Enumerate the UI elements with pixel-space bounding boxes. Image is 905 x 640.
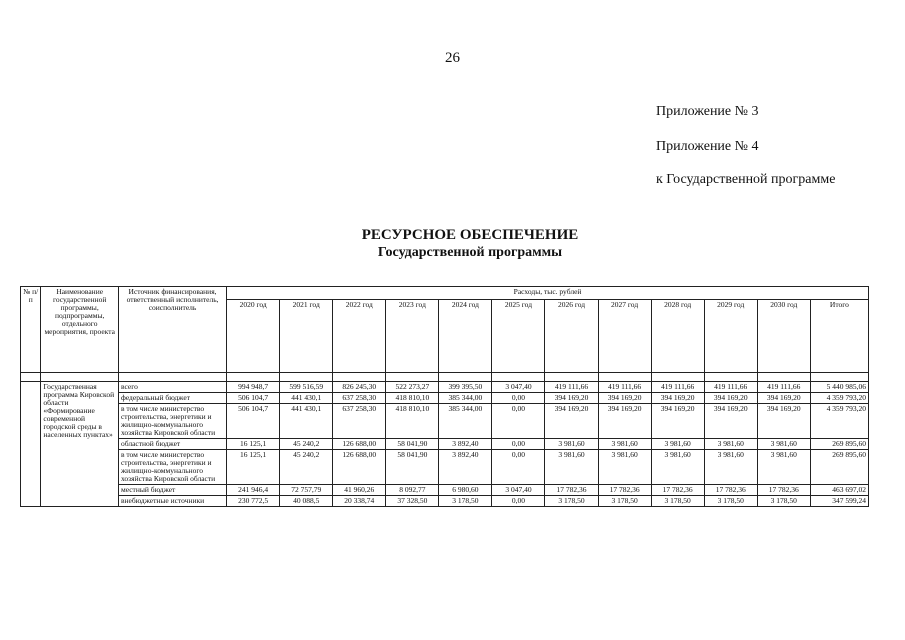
value-cell: 45 240,2 [280, 439, 333, 450]
value-cell: 3 981,60 [651, 439, 704, 450]
document-subtitle: Государственной программы [377, 245, 563, 260]
value-cell: 506 104,7 [227, 404, 280, 439]
total-cell: 463 697,02 [810, 485, 868, 496]
header-year: 2023 год [386, 300, 439, 373]
value-cell: 16 125,1 [227, 450, 280, 485]
value-cell: 3 981,60 [704, 439, 757, 450]
header-year: 2024 год [439, 300, 492, 373]
value-cell: 3 178,50 [439, 496, 492, 507]
header-num: № п/п [21, 287, 41, 373]
total-cell: 4 359 793,20 [810, 393, 868, 404]
value-cell: 394 169,20 [757, 393, 810, 404]
value-cell: 37 328,50 [386, 496, 439, 507]
value-cell: 3 047,40 [492, 382, 545, 393]
source-cell: федеральный бюджет [118, 393, 226, 404]
header-source: Источник финансирования, ответственный исполнитель, соисполнитель [118, 287, 226, 373]
source-cell: в том числе министерство строительства, энергетики и жилищно-коммунального хозяйства Кировской области [118, 404, 226, 439]
value-cell: 506 104,7 [227, 393, 280, 404]
spacer-cell [492, 373, 545, 382]
value-cell: 3 178,50 [651, 496, 704, 507]
value-cell: 418 810,10 [386, 393, 439, 404]
annex-line-program: к Государственной программе [656, 172, 836, 187]
value-cell: 3 981,60 [545, 450, 598, 485]
value-cell: 385 344,00 [439, 404, 492, 439]
value-cell: 17 782,36 [757, 485, 810, 496]
value-cell: 599 516,59 [280, 382, 333, 393]
spacer-cell [118, 373, 226, 382]
value-cell: 72 757,79 [280, 485, 333, 496]
value-cell: 3 178,50 [704, 496, 757, 507]
value-cell: 419 111,66 [704, 382, 757, 393]
table-row [21, 496, 869, 507]
value-cell: 3 892,40 [439, 439, 492, 450]
source-cell: местный бюджет [118, 485, 226, 496]
spacer-cell [704, 373, 757, 382]
header-year: 2030 год [757, 300, 810, 373]
value-cell: 826 245,30 [333, 382, 386, 393]
value-cell: 394 169,20 [598, 393, 651, 404]
header-expenses: Расходы, тыс. рублей [227, 287, 869, 300]
spacer-cell [598, 373, 651, 382]
value-cell: 3 178,50 [598, 496, 651, 507]
value-cell: 0,00 [492, 439, 545, 450]
value-cell: 16 125,1 [227, 439, 280, 450]
spacer-cell [21, 373, 41, 382]
page-number: 26 [445, 50, 460, 66]
spacer-cell [439, 373, 492, 382]
value-cell: 0,00 [492, 393, 545, 404]
value-cell: 3 981,60 [598, 450, 651, 485]
value-cell: 637 258,30 [333, 393, 386, 404]
value-cell: 3 981,60 [598, 439, 651, 450]
header-year: 2028 год [651, 300, 704, 373]
value-cell: 418 810,10 [386, 404, 439, 439]
value-cell: 3 981,60 [651, 450, 704, 485]
spacer-cell [545, 373, 598, 382]
spacer-cell [651, 373, 704, 382]
value-cell: 385 344,00 [439, 393, 492, 404]
header-name: Наименование государственной программы, подпрограммы, отдельного мероприятия, проекта [41, 287, 119, 373]
value-cell: 3 892,40 [439, 450, 492, 485]
value-cell: 230 772,5 [227, 496, 280, 507]
value-cell: 3 981,60 [757, 450, 810, 485]
resources-table [20, 286, 869, 507]
value-cell: 17 782,36 [651, 485, 704, 496]
total-cell: 269 895,60 [810, 439, 868, 450]
value-cell: 419 111,66 [598, 382, 651, 393]
value-cell: 126 688,00 [333, 450, 386, 485]
table-row [21, 439, 869, 450]
row-num-cell [21, 382, 41, 507]
value-cell: 41 960,26 [333, 485, 386, 496]
value-cell: 3 981,60 [757, 439, 810, 450]
header-year: 2021 год [280, 300, 333, 373]
value-cell: 0,00 [492, 496, 545, 507]
document-title: РЕСУРСНОЕ ОБЕСПЕЧЕНИЕ [361, 227, 579, 243]
value-cell: 58 041,90 [386, 439, 439, 450]
value-cell: 17 782,36 [598, 485, 651, 496]
value-cell: 637 258,30 [333, 404, 386, 439]
spacer-cell [757, 373, 810, 382]
value-cell: 394 169,20 [651, 404, 704, 439]
annex-line-3: Приложение № 3 [656, 104, 759, 119]
total-cell: 4 359 793,20 [810, 404, 868, 439]
value-cell: 0,00 [492, 404, 545, 439]
source-cell: областной бюджет [118, 439, 226, 450]
source-cell: всего [118, 382, 226, 393]
value-cell: 419 111,66 [545, 382, 598, 393]
header-year: 2020 год [227, 300, 280, 373]
source-cell: в том числе министерство строительства, энергетики и жилищно-коммунального хозяйства Кировской области [118, 450, 226, 485]
spacer-cell [810, 373, 868, 382]
value-cell: 17 782,36 [704, 485, 757, 496]
value-cell: 394 169,20 [704, 393, 757, 404]
table-row [21, 382, 869, 393]
total-cell: 269 895,60 [810, 450, 868, 485]
value-cell: 40 088,5 [280, 496, 333, 507]
header-year: 2027 год [598, 300, 651, 373]
value-cell: 522 273,27 [386, 382, 439, 393]
value-cell: 6 980,60 [439, 485, 492, 496]
table-row [21, 485, 869, 496]
annex-line-4: Приложение № 4 [656, 139, 759, 154]
spacer-cell [333, 373, 386, 382]
header-year: 2022 год [333, 300, 386, 373]
spacer-cell [41, 373, 119, 382]
table-row [21, 393, 869, 404]
value-cell: 58 041,90 [386, 450, 439, 485]
value-cell: 419 111,66 [757, 382, 810, 393]
table-row [21, 404, 869, 439]
table-row [21, 450, 869, 485]
value-cell: 3 178,50 [757, 496, 810, 507]
value-cell: 45 240,2 [280, 450, 333, 485]
header-year: 2029 год [704, 300, 757, 373]
value-cell: 399 395,50 [439, 382, 492, 393]
value-cell: 0,00 [492, 450, 545, 485]
source-cell: внебюджетные источники [118, 496, 226, 507]
value-cell: 3 178,50 [545, 496, 598, 507]
value-cell: 394 169,20 [598, 404, 651, 439]
value-cell: 394 169,20 [545, 404, 598, 439]
value-cell: 419 111,66 [651, 382, 704, 393]
value-cell: 17 782,36 [545, 485, 598, 496]
value-cell: 3 981,60 [545, 439, 598, 450]
value-cell: 8 092,77 [386, 485, 439, 496]
value-cell: 126 688,00 [333, 439, 386, 450]
total-cell: 5 440 985,06 [810, 382, 868, 393]
spacer-cell [280, 373, 333, 382]
value-cell: 20 338,74 [333, 496, 386, 507]
header-year: 2025 год [492, 300, 545, 373]
value-cell: 441 430,1 [280, 404, 333, 439]
value-cell: 394 169,20 [757, 404, 810, 439]
value-cell: 394 169,20 [651, 393, 704, 404]
value-cell: 241 946,4 [227, 485, 280, 496]
value-cell: 394 169,20 [704, 404, 757, 439]
spacer-cell [386, 373, 439, 382]
value-cell: 3 981,60 [704, 450, 757, 485]
spacer-cell [227, 373, 280, 382]
value-cell: 994 948,7 [227, 382, 280, 393]
total-cell: 347 599,24 [810, 496, 868, 507]
header-total: Итого [810, 300, 868, 373]
header-year: 2026 год [545, 300, 598, 373]
value-cell: 394 169,20 [545, 393, 598, 404]
value-cell: 441 430,1 [280, 393, 333, 404]
program-name-cell: Государственная программа Кировской области «Формирование современной городской среды в населенных пунктах» [41, 382, 119, 507]
value-cell: 3 047,40 [492, 485, 545, 496]
